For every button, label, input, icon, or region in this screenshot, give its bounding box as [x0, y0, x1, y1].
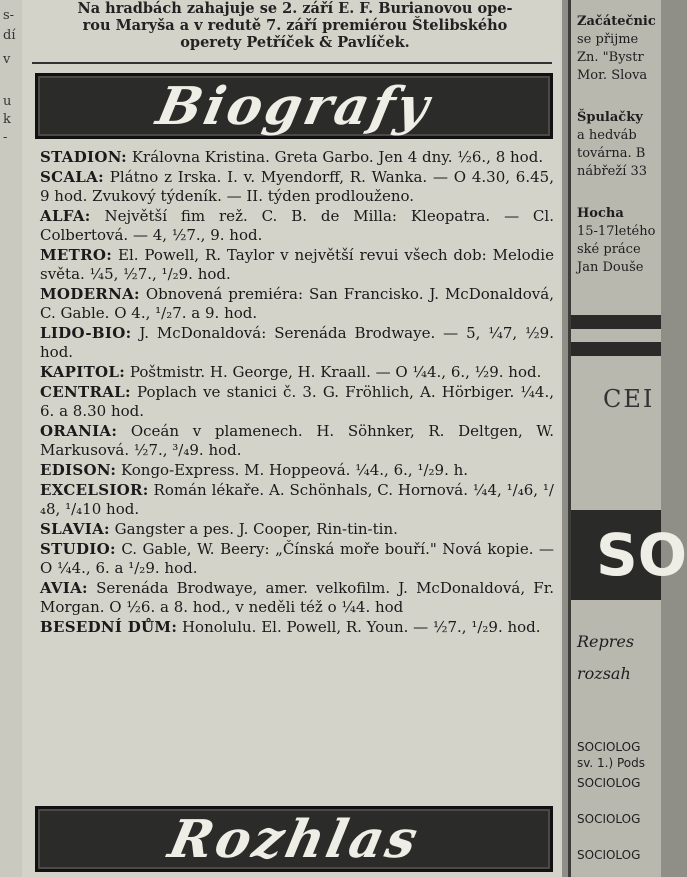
section-banner-biografy: [35, 73, 553, 139]
cinema-program: Královna Kristina. Greta Garbo. Jen 4 dny. ½6., 8 hod.: [131, 148, 544, 166]
top-notice-line: operety Petříček & Pavlíček.: [180, 34, 410, 51]
ad-fragment: Hocha: [577, 206, 624, 221]
cinema-program: Oceán v plamenech. H. Söhnker, R. Deltgen, W. Markusová. ½7., ³/₄9. hod.: [40, 422, 554, 460]
cinema-name: MODERNA:: [40, 285, 140, 304]
ad-fragment: Zn. "Bystr: [577, 50, 644, 65]
ad-fragment: továrna. B: [577, 146, 646, 161]
cinema-entry: [40, 422, 554, 461]
divider: [571, 342, 661, 356]
ad-fragment: SOCIOLOG: [577, 740, 641, 754]
ad-fragment: a hedváb: [577, 128, 637, 143]
ad-fragment: SOCIOLOG: [577, 776, 641, 790]
cinema-name: BESEDNÍ DŮM:: [40, 618, 178, 637]
cinema-entry: [40, 618, 554, 637]
cinema-name: EXCELSIOR:: [40, 481, 149, 500]
ad-fragment: 15-17letého: [577, 224, 656, 239]
ad-fragment: Začátečnic: [577, 14, 656, 29]
cinema-program: Obnovená premiéra: San Francisko. J. McDonaldová, C. Gable. O 4., ¹/₂7. a 9. hod.: [40, 285, 554, 323]
cinema-entry: [40, 246, 554, 285]
banner-title: Rozhlas: [163, 808, 425, 870]
cinema-entry: [40, 461, 554, 480]
cinema-entry: [40, 168, 554, 207]
cinema-program: Román lékaře. A. Schönhals, C. Hornová. ¼4, ¹/₄6, ¹/₄8, ¹/₄10 hod.: [40, 481, 554, 519]
ad-fragment: Špulačky: [577, 110, 643, 125]
cinema-program: Plátno z Irska. I. v. Myendorff, R. Wanka. — O 4.30, 6.45, 9 hod. Zvukový týdeník. — II. týden prodlouženo.: [40, 167, 554, 206]
cinema-entry: [40, 363, 554, 382]
cinema-name: ORANIA:: [40, 422, 118, 441]
left-fragment: u: [3, 94, 12, 109]
cinema-name: KAPITOL:: [40, 363, 126, 382]
cinema-entry: [40, 383, 554, 422]
cinema-name: STUDIO:: [40, 539, 116, 558]
divider: [32, 62, 552, 64]
left-fragment: dí: [3, 28, 16, 43]
right-column-fragment: [568, 0, 687, 877]
top-notice: [40, 0, 550, 51]
cinema-program: Gangster a pes. J. Cooper, Rin-tin-tin.: [114, 520, 398, 539]
cinema-name: STADION:: [40, 148, 128, 166]
banner-title: Biografy: [151, 75, 437, 137]
ad-fragment: rozsah: [577, 664, 631, 683]
cinema-entry: [40, 540, 554, 579]
cinema-name: LIDO-BIO:: [40, 324, 132, 343]
ad-fragment: SOCIOLOG: [577, 848, 641, 862]
ad-fragment: nábřeží 33: [577, 164, 648, 179]
ad-fragment: se přijme: [577, 32, 639, 47]
ad-fragment: Mor. Slova: [577, 68, 648, 83]
left-fragment: v: [3, 52, 11, 67]
cinema-program: Honolulu. El. Powell, R. Youn. — ½7., ¹/₂9. hod.: [181, 618, 541, 637]
ad-fragment: CEI: [603, 385, 655, 413]
cinema-program: Největší fim rež. C. B. de Milla: Kleopatra. — Cl. Colbertová. — 4, ½7., 9. hod.: [40, 206, 554, 245]
left-column-fragment: [0, 0, 23, 877]
ad-fragment: Repres: [577, 632, 635, 651]
divider: [571, 315, 661, 329]
cinema-name: METRO:: [40, 245, 113, 264]
cinema-name: CENTRAL:: [40, 383, 131, 402]
left-fragment: k: [3, 112, 11, 127]
cinema-entry: [40, 481, 554, 520]
left-fragment: -: [3, 130, 8, 145]
cinema-name: SLAVIA:: [40, 520, 110, 539]
cinema-name: SCALA:: [40, 167, 104, 186]
cinema-listing: [40, 148, 554, 638]
cinema-program: C. Gable, W. Beery: „Čínská moře bouří." Nová kopie. — O ¼4., 6. a ¹/₂9. hod.: [40, 539, 554, 578]
cinema-entry: [40, 520, 554, 539]
cinema-entry: [40, 324, 554, 363]
cinema-program: J. McDonaldová: Serenáda Brodwaye. — 5, ¼7, ½9. hod.: [40, 324, 554, 362]
ad-fragment: SO: [571, 510, 661, 600]
top-notice-line: Na hradbách zahajuje se 2. září E. F. Burianovou ope-: [77, 0, 513, 17]
cinema-entry: [40, 207, 554, 246]
ad-fragment: SOCIOLOG: [577, 812, 641, 826]
cinema-program: Serenáda Brodwaye, amer. velkofilm. J. McDonaldová, Fr. Morgan. O ½6. a 8. hod., v neděli též o ¼4. hod: [40, 579, 554, 617]
ad-fragment: Jan Douše: [577, 260, 644, 275]
cinema-program: Poplach ve stanici č. 3. G. Fröhlich, A. Hörbiger. ¼4., 6. a 8.30 hod.: [40, 383, 554, 421]
cinema-program: Poštmistr. H. George, H. Kraall. — O ¼4., 6., ½9. hod.: [129, 363, 542, 382]
cinema-entry: [40, 285, 554, 324]
cinema-name: ALFA:: [40, 206, 91, 225]
cinema-program: Kongo-Express. M. Hoppeová. ¼4., 6., ¹/₂9. h.: [120, 461, 469, 480]
cinema-entry: [40, 579, 554, 618]
cinema-name: AVIA:: [40, 579, 88, 598]
ad-fragment: sv. 1.) Pods: [577, 756, 646, 770]
ad-fragment: ské práce: [577, 242, 641, 257]
cinema-entry: [40, 148, 554, 167]
cinema-name: EDISON:: [40, 461, 117, 480]
cinema-program: El. Powell, R. Taylor v největší revui všech dob: Melodie světa. ¼5, ½7., ¹/₂9. hod.: [40, 245, 554, 284]
top-notice-line: rou Maryša a v redutě 7. září premiérou Štelibského: [82, 17, 508, 34]
section-banner-rozhlas: [35, 806, 553, 872]
left-fragment: s-: [3, 8, 15, 23]
